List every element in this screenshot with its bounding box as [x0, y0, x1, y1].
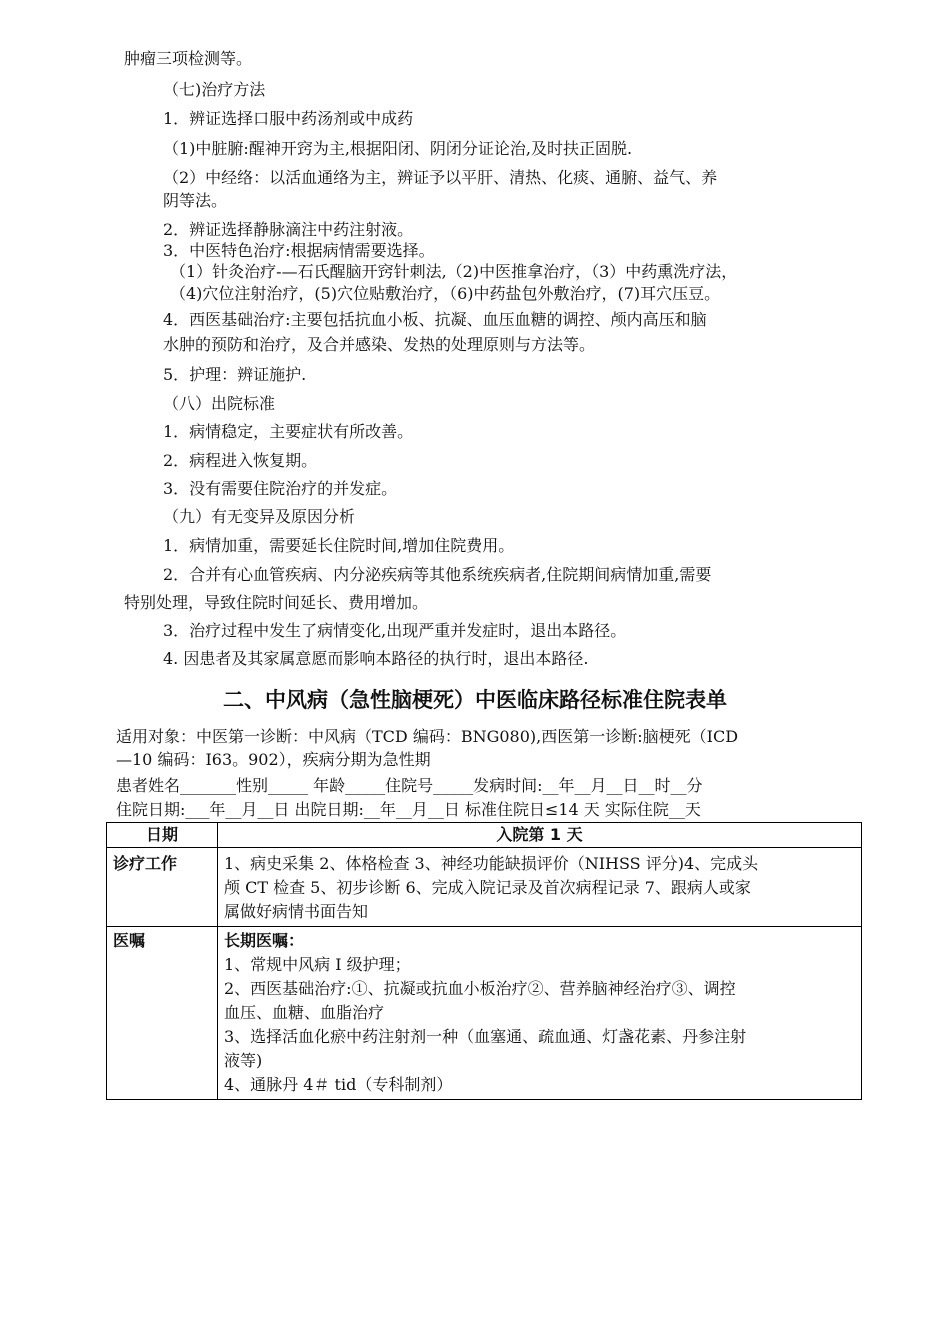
- row-label-diagnosis-work: 诊疗工作: [107, 848, 218, 927]
- section-title: 二、中风病（急性脑梗死）中医临床路径标准住院表单: [223, 688, 727, 712]
- heading-8: （八）出院标准: [163, 394, 276, 413]
- content-line: 3、选择活血化瘀中药注射剂一种（血塞通、疏血通、灯盏花素、丹参注射: [224, 1027, 747, 1046]
- text-line: 2．辨证选择静脉滴注中药注射液。: [163, 220, 414, 239]
- text-line: 2．合并有心血管疾病、内分泌疾病等其他系统疾病者,住院期间病情加重,需要: [163, 565, 712, 584]
- text-line: （1）针灸治疗-—石氏醒脑开窍针刺法,（2)中医推拿治疗，（3）中药熏洗疗法，: [170, 262, 738, 281]
- text-line: （4)穴位注射治疗，(5)穴位贴敷治疗，（6)中药盐包外敷治疗，(7)耳穴压豆。: [170, 284, 721, 303]
- content-line: 液等): [224, 1051, 263, 1070]
- text-line: 1．病情加重，需要延长住院时间,增加住院费用。: [163, 536, 515, 555]
- table-row: [107, 848, 862, 927]
- text-line: 特别处理，导致住院时间延长、费用增加。: [124, 593, 429, 612]
- text-line: 肿瘤三项检测等。: [124, 49, 253, 68]
- content-line: 颅 CT 检查 5、初步诊断 6、完成入院记录及首次病程记录 7、跟病人或家: [224, 878, 751, 897]
- text-line: 阴等法。: [163, 191, 228, 210]
- table-row: [107, 927, 862, 1100]
- info-line: —10 编码：I63。902），疾病分期为急性期: [116, 750, 431, 769]
- text-line: 4. 因患者及其家属意愿而影响本路径的执行时，退出本路径.: [163, 649, 589, 668]
- header-day1: 入院第 1 天: [218, 823, 862, 848]
- text-line: （1)中脏腑:醒神开窍为主,根据阳闭、阴闭分证论治,及时扶正固脱.: [163, 139, 633, 158]
- text-line: 水肿的预防和治疗，及合并感染、发热的处理原则与方法等。: [163, 335, 596, 354]
- info-line: 适用对象：中医第一诊断：中风病（TCD 编码：BNG080),西医第一诊断:脑梗死（ICD: [116, 727, 739, 746]
- text-line: 1．病情稳定，主要症状有所改善。: [163, 422, 414, 441]
- pathway-form-table: [106, 822, 862, 1100]
- text-line: 2．病程进入恢复期。: [163, 451, 318, 470]
- heading-7: （七)治疗方法: [163, 80, 266, 99]
- long-term-orders-label: 长期医嘱：: [224, 931, 305, 950]
- patient-info-line: 患者姓名_______性别_____ 年龄_____住院号_____发病时间:__年__月__日__时__分: [116, 776, 703, 795]
- row-label-orders: 医嘱: [107, 927, 218, 1100]
- text-line: （2）中经络：以活血通络为主，辨证予以平肝、清热、化痰、通腑、益气、养: [163, 168, 718, 187]
- content-line: 4、通脉丹 4＃ tid（专科制剂）: [224, 1075, 453, 1094]
- row-content-orders: [218, 927, 862, 1100]
- text-line: 3．没有需要住院治疗的并发症。: [163, 479, 398, 498]
- heading-9: （九）有无变异及原因分析: [163, 507, 356, 526]
- content-line: 血压、血糖、血脂治疗: [224, 1003, 385, 1022]
- text-line: 4．西医基础治疗:主要包括抗血小板、抗凝、血压血糖的调控、颅内高压和脑: [163, 310, 707, 329]
- text-line: 5．护理：辨证施护.: [163, 365, 307, 384]
- content-line: 2、西医基础治疗:①、抗凝或抗血小板治疗②、营养脑神经治疗③、调控: [224, 979, 736, 998]
- text-line: 3．中医特色治疗:根据病情需要选择。: [163, 241, 435, 260]
- content-line: 1、病史采集 2、体格检查 3、神经功能缺损评价（NIHSS 评分)4、完成头: [224, 854, 759, 873]
- text-line: 1．辨证选择口服中药汤剂或中成药: [163, 109, 414, 128]
- content-line: 1、常规中风病 I 级护理；: [224, 955, 411, 974]
- header-date: 日期: [107, 823, 218, 848]
- text-line: 3．治疗过程中发生了病情变化,出现严重并发症时，退出本路径。: [163, 621, 627, 640]
- content-line: 属做好病情书面告知: [224, 902, 369, 921]
- row-content-diagnosis-work: [218, 848, 862, 927]
- table-header-row: [107, 823, 862, 848]
- admission-info-line: 住院日期:___年__月__日 出院日期:__年__月__日 标准住院日≤14 天 实际住院__天: [116, 800, 701, 819]
